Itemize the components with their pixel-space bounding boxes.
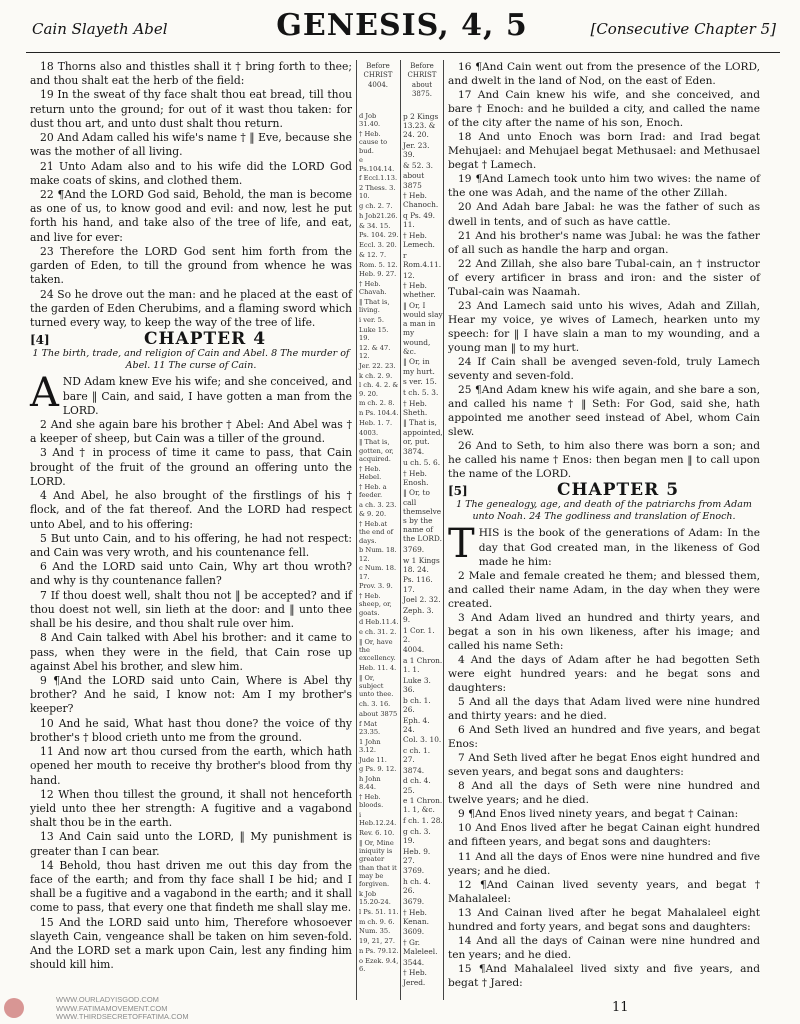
verse: 13 And Cain said unto the LORD, ‖ My punishment is greater than I can bear. — [30, 830, 352, 858]
chronology-header: Before CHRIST 4004. — [363, 62, 393, 89]
reference-note: c ch. 1. 27. — [403, 746, 431, 765]
chapter-5-title: CHAPTER 5 — [556, 480, 680, 501]
reference-note: Zeph. 3. 9. — [403, 605, 434, 624]
reference-note: † Heb.at the end of days. — [359, 520, 394, 545]
seal-icon — [4, 998, 24, 1018]
reference-note: ‖ Or, Mine iniquity is greater than that it may be forgiven. — [359, 838, 397, 888]
reference-note: † Heb. Chanoch. — [403, 191, 439, 210]
center-reference-column — [356, 60, 444, 1000]
verse: 19 ¶And Lamech took unto him two wives: the name of the one was Adah, and the name of the other Zillah. — [448, 173, 760, 200]
reference-note: d Heb.11.4. — [359, 618, 399, 627]
cross-references — [403, 112, 443, 988]
verse: 23 And Lamech said unto his wives, Adah and Zillah, Hear my voice, ye wives of Lamech, hearken unto my speech: for ‖ I have slain a man to my wounding, and a young man ‖ to my hurt. — [448, 299, 760, 354]
reference-note: f Eccl.1.13. — [359, 174, 398, 183]
reference-note: 4004. — [403, 645, 425, 655]
chapter-5-summary: 1 The genealogy, age, and death of the patriarchs from Adam unto Noah. 24 The godliness and translation of Enoch. — [456, 499, 752, 522]
reference-note: Heb. 11. 4. — [359, 664, 397, 672]
reference-note: c Num. 18. 17. — [359, 564, 397, 581]
reference-note: h Job21.26. — [359, 211, 398, 220]
reference-note: i ver. 5. — [359, 316, 384, 324]
reference-note: 2 Thess. 3. 10. — [359, 184, 396, 201]
verse: 15 And the LORD said unto him, Therefore whosoever slayeth Cain, vengeance shall be taken on him seven-fold. And the LORD set a mark upon Cain, lest any finding him should kill him. — [30, 915, 352, 972]
reference-note: l Ps. 51. 11. — [359, 907, 399, 916]
reference-note: s ver. 15. — [403, 377, 437, 387]
reference-note: g Ps. 9. 12. — [359, 765, 397, 774]
reference-note: & 12. 7. — [359, 250, 387, 259]
verse: 19 In the sweat of thy face shalt thou eat bread, till thou return unto the ground; for out of it wast thou taken: for dust thou art, and unto dust shalt thou return. — [30, 88, 352, 130]
reference-note: 1 John 3.12. — [359, 737, 381, 754]
reference-note: 19, 21, 27. — [359, 937, 395, 945]
verse: 8 And Cain talked with Abel his brother: and it came to pass, when they were in the field, that Cain rose up against Abel his brother, and slew him. — [30, 631, 352, 673]
reference-note: † Heb. Kenan. — [403, 907, 429, 926]
running-head-left: Cain Slayeth Abel — [32, 20, 168, 38]
verse-5-1 — [448, 521, 760, 568]
reference-note: ‖ That is, appointed, or, put. — [403, 418, 443, 446]
column-divider — [400, 60, 401, 1000]
column-divider — [443, 60, 444, 1000]
reference-note: g ch. 3. 19. — [403, 826, 431, 845]
header-rule — [26, 52, 780, 53]
verse: 20 And Adam called his wife's name † ‖ Eve, because she was the mother of all living. — [30, 131, 352, 159]
reference-note: e Ps.104.14. — [359, 156, 395, 173]
reference-note: u ch. 5. 6. — [403, 457, 441, 467]
reference-note: 3769. — [403, 866, 425, 876]
reference-note: † Heb. Enosh. — [403, 468, 429, 487]
verse: 6 And Seth lived an hundred and five years, and begat Enos: — [448, 724, 760, 751]
watermark-line: WWW.THIRDSECRETOFFATIMA.COM — [56, 1012, 189, 1021]
reference-note: † Heb. whether. — [403, 281, 436, 300]
reference-note: Joel 2. 32. — [403, 595, 441, 605]
verse: 20 And Adah bare Jabal: he was the father of such as dwell in tents, and of such as have cattle. — [448, 201, 760, 228]
reference-note: Heb. 9. 27. — [359, 270, 397, 279]
reference-note: 3769. — [403, 544, 425, 554]
reference-note: Ps. 104. 29. — [359, 231, 399, 240]
reference-note: 12. — [403, 270, 415, 280]
reference-note: b ch. 1. 26. — [403, 695, 431, 714]
reference-note: Rom. 5. 12. — [359, 260, 398, 269]
reference-note: † Heb. Sheth. — [403, 398, 428, 417]
reference-note: h John 8.44. — [359, 775, 381, 792]
verse: 3 And † in process of time it came to pass, that Cain brought of the fruit of the ground an offering unto the LORD. — [30, 446, 352, 488]
verse: 7 If thou doest well, shalt thou not ‖ be accepted? and if thou doest not well, sin lieth at the door: and ‖ unto thee shall be his desire, and thou shalt rule over him. — [30, 588, 352, 631]
reference-note: i Heb.12.24. — [359, 811, 397, 828]
verse-4-1-text: ND Adam knew Eve his wife; and she conceived, and bare ‖ Cain, and said, I have gotten a man from the LORD. — [62, 375, 352, 417]
reference-note: 3679. — [403, 896, 425, 906]
reference-note: ‖ Or, I would slay a man in my wound, &c. — [403, 300, 443, 356]
reference-note: d ch. 4. 25. — [403, 776, 431, 795]
left-text-column — [30, 60, 352, 973]
verse: 21 And his brother's name was Jubal: he was the father of all such as handle the harp and organ. — [448, 229, 760, 256]
reference-note: † Heb. cause to bud. — [359, 130, 388, 155]
reference-note: Col. 3. 10. — [403, 735, 442, 745]
chapter-5-number: [5] — [448, 484, 468, 499]
reference-note: ‖ Or, have the excellency. — [359, 637, 396, 663]
verse: 4 And the days of Adam after he had begotten Seth were eight hundred years: and he begat sons and daughters: — [448, 653, 760, 694]
reference-note: † Gr. Maleleel. — [403, 937, 438, 957]
reference-note: † Heb. a feeder. — [359, 482, 387, 499]
verse: 15 ¶And Mahalaleel lived sixty and five years, and begat † Jared: — [448, 962, 760, 989]
right-text-column — [448, 60, 760, 990]
reference-note: f ch. 1. 28. — [403, 816, 443, 826]
verse: 21 Unto Adam also and to his wife did the LORD God make coats of skins, and clothed them. — [30, 159, 352, 187]
verse: 8 And all the days of Seth were nine hundred and twelve years; and he died. — [448, 780, 760, 807]
reference-note: Ps. 116. 17. — [403, 575, 433, 594]
reference-note: † Heb. bloods. — [359, 793, 384, 810]
reference-note: a ch. 3. 23. — [359, 500, 397, 509]
reference-note: † Heb. Chavah. — [359, 280, 387, 297]
reference-note: 4003. — [359, 428, 379, 437]
verse: 9 ¶And the LORD said unto Cain, Where is Abel thy brother? And he said, I know not: Am I my brother's keeper? — [30, 673, 352, 716]
reference-note: Num. 35. — [359, 927, 391, 936]
reference-note: a 1 Chron. 1. 1. — [403, 656, 443, 675]
verse: 7 And Seth lived after he begat Enos eight hundred and seven years, and begat sons and daughters: — [448, 752, 760, 779]
watermark-line: WWW.FATIMAMOVEMENT.COM — [56, 1003, 168, 1013]
verse: 4 And Abel, he also brought of the firstlings of his † flock, and of the fat thereof. And the LORD had respect unto Abel, and to his offering: — [30, 489, 352, 531]
reference-note: Heb. 9. 27. — [403, 846, 431, 865]
reference-note: † Heb. Jered. — [403, 968, 427, 987]
reference-note: d Job 31.40. — [359, 112, 381, 129]
reference-note: Prov. 3. 9. — [359, 582, 393, 591]
page-title: GENESIS, 4, 5 — [276, 8, 528, 43]
reference-note: Rev. 6. 10. — [359, 829, 395, 837]
reference-note: e 1 Chron. 1. 1, &c. — [403, 796, 443, 815]
verse: 10 And Enos lived after he begat Cainan eight hundred and fifteen years, and begat sons and daughters: — [448, 822, 760, 849]
watermark-line: WWW.OURLADYISGOD.COM — [56, 995, 159, 1004]
reference-note: q Ps. 49. 11. — [403, 211, 436, 230]
reference-note: Jude 11. — [359, 755, 387, 764]
verse: 14 And all the days of Cainan were nine hundred and ten years; and he died. — [448, 934, 760, 961]
reference-note: Eccl. 3. 20. — [359, 241, 397, 249]
reference-note: n Ps. 79.12. — [359, 946, 399, 955]
chapter-5-heading — [448, 480, 760, 501]
reference-note: about 3875 — [359, 709, 398, 718]
verse: 18 Thorns also and thistles shall it † bring forth to thee; and thou shalt eat the herb of the field: — [30, 60, 352, 88]
reference-note: & 52. 3. — [403, 160, 434, 170]
verse: 11 And all the days of Enos were nine hundred and five years; and he died. — [448, 850, 760, 877]
reference-note: Jer. 22. 23. — [359, 361, 396, 370]
verse: 26 And to Seth, to him also there was born a son; and he called his name † Enos: then began men ‖ to call upon the name of the LORD. — [448, 440, 760, 481]
drop-cap: T — [448, 521, 475, 568]
verse: 2 And she again bare his brother † Abel: And Abel was † a keeper of sheep, but Cain was a tiller of the ground. — [30, 418, 352, 446]
reference-note: 3874. — [403, 765, 425, 775]
watermark — [30, 996, 189, 1022]
reference-note: ‖ Or, in my hurt. — [403, 357, 435, 376]
reference-note: k Job 15.20-24. — [359, 889, 391, 906]
verse: 12 ¶And Cainan lived seventy years, and begat † Mahalaleel: — [448, 878, 760, 905]
chapter-4-heading — [30, 329, 352, 350]
reference-note: ‖ That is, living. — [359, 298, 390, 315]
reference-note: l ch. 4. 2. & 9. 20. — [359, 381, 399, 398]
reference-note: † Heb. Hebel. — [359, 464, 382, 481]
reference-note: about 3875 — [403, 171, 425, 190]
verse: 22 And Zillah, she also bare Tubal-cain, an † instructor of every artificer in brass and iron: and the sister of Tubal-cain was Naamah. — [448, 257, 760, 298]
verse-5-1-text: HIS is the book of the generations of Adam: In the day that God created man, in the likeness of God made he him: — [478, 527, 760, 568]
verse: 9 ¶And Enos lived ninety years, and begat † Cainan: — [458, 808, 739, 821]
verse: 5 And all the days that Adam lived were nine hundred and thirty years: and he died. — [448, 696, 760, 723]
verse: 18 And unto Enoch was born Irad: and Irad begat Mehujael: and Mehujael begat Methusael: and Methusael begat † Lamech. — [448, 131, 760, 172]
reference-note: 12. & 47. 12. — [359, 343, 391, 360]
verse: 5 But unto Cain, and to his offering, he had not respect: and Cain was very wroth, and his countenance fell. — [30, 531, 352, 559]
reference-note: † Heb. sheep, or, goats. — [359, 592, 392, 617]
chapter-4-number: [4] — [30, 333, 50, 348]
reference-note: & 34. 15. — [359, 221, 391, 230]
reference-note: 1 Cor. 1. 2. — [403, 625, 435, 644]
reference-note: ‖ Or, to call themselves by the name of the LORD. — [403, 488, 442, 544]
verse: 17 And Cain knew his wife, and she conceived, and bare † Enoch: and he builded a city, and called the name of the city after the name of his son, Enoch. — [448, 89, 760, 130]
reference-note: 3609. — [403, 927, 425, 937]
verse: 23 Therefore the LORD God sent him forth from the garden of Eden, to till the ground from whence he was taken. — [30, 244, 352, 287]
chapter-4-summary: 1 The birth, trade, and religion of Cain and Abel. 8 The murder of Abel. 11 The curse of Cain. — [32, 348, 350, 371]
page-number: 11 — [612, 1000, 629, 1015]
verse: 10 And he said, What hast thou done? the voice of thy brother's † blood crieth unto me from the ground. — [30, 716, 352, 744]
reference-note: g ch. 2. 7. — [359, 202, 393, 210]
reference-note: k ch. 2. 9. — [359, 371, 393, 380]
verse: 14 Behold, thou hast driven me out this day from the face of the earth; and from thy face shall I be hid; and I shall be a fugitive and a vagabond in the earth; and it shall come to pass, that every one that findeth me shall slay me. — [30, 858, 352, 915]
verse-4-1 — [30, 370, 352, 418]
verse: 2 Male and female created he them; and blessed them, and called their name Adam, in the day when they were created. — [448, 569, 760, 610]
reference-note: ch. 3. 16. — [359, 700, 391, 708]
reference-note: r Rom.4.11. — [403, 250, 442, 269]
reference-note: Jer. 23. 39. — [403, 140, 430, 160]
reference-note: t ch. 5. 3. — [403, 387, 439, 397]
reference-note: Heb. 1. 7. — [359, 418, 393, 427]
verse: 12 When thou tillest the ground, it shall not henceforth yield unto thee her strength: A fugitive and a vagabond shalt thou be in the earth. — [30, 787, 352, 830]
page-header — [24, 6, 780, 46]
reference-note: Luke 15. 19. — [359, 325, 389, 342]
reference-note: & 9. 20. — [359, 510, 387, 519]
chronology-header: Before CHRIST about 3875. — [407, 62, 437, 98]
reference-note: m ch. 2. 8. — [359, 399, 395, 408]
reference-note: h ch. 4. 26. — [403, 877, 431, 896]
reference-note: Luke 3. 36. — [403, 675, 431, 695]
verse: 25 ¶And Adam knew his wife again, and she bare a son, and called his name † ‖ Seth: For God, said she, hath appointed me another seed instead of Abel, whom Cain slew. — [448, 384, 760, 439]
reference-note: e ch. 31. 2. — [359, 628, 397, 636]
reference-note: ‖ That is, gotten, or, acquired. — [359, 438, 394, 463]
reference-note: m ch. 9. 6. — [359, 917, 395, 926]
reference-note: b Num. 18. 12. — [359, 546, 397, 563]
reference-note: p 2 Kings 13.23. & 24. 20. — [403, 112, 439, 140]
reference-note: o Ezek. 9.4, 6. — [359, 956, 399, 973]
reference-note: 3874. — [403, 447, 425, 457]
verse: 6 And the LORD said unto Cain, Why art thou wroth? and why is thy countenance fallen? — [30, 560, 352, 588]
verse: 22 ¶And the LORD God said, Behold, the man is become as one of us, to know good and evil: and now, lest he put forth his hand, and take also of the tree of life, and eat, and live for ever: — [30, 187, 352, 244]
column-divider — [356, 60, 357, 1000]
reference-note: w 1 Kings 18. 24. — [403, 555, 440, 574]
chapter-4-title: CHAPTER 4 — [143, 329, 267, 350]
verse: 13 And Cainan lived after he begat Mahalaleel eight hundred and forty years, and begat sons and daughters: — [448, 906, 760, 933]
running-head-right: [Consecutive Chapter 5] — [590, 20, 776, 38]
verse: 24 If Cain shall be avenged seven-fold, truly Lamech seventy and seven-fold. — [448, 355, 760, 383]
reference-note: ‖ Or, subject unto thee. — [359, 673, 394, 699]
cross-references — [359, 112, 399, 975]
verse: 11 And now art thou cursed from the earth, which hath opened her mouth to receive thy brother's blood from thy hand. — [30, 745, 352, 787]
reference-note: † Heb. Lemech. — [403, 230, 435, 250]
drop-cap: A — [30, 370, 59, 417]
verse: 3 And Adam lived an hundred and thirty years, and begat a son in his own likeness, after his image; and called his name Seth: — [448, 611, 760, 652]
reference-note: f Mat 23.35. — [359, 719, 381, 736]
reference-note: 3544. — [403, 957, 425, 967]
verse: 24 So he drove out the man: and he placed at the east of the garden of Eden Cherubims, and a flaming sword which turned every way, to keep the way of the tree of life. — [30, 287, 352, 329]
verse: 16 ¶And Cain went out from the presence of the LORD, and dwelt in the land of Nod, on the east of Eden. — [448, 61, 760, 88]
reference-note: Eph. 4. 24. — [403, 715, 430, 734]
reference-note: n Ps. 104.4. — [359, 409, 399, 417]
